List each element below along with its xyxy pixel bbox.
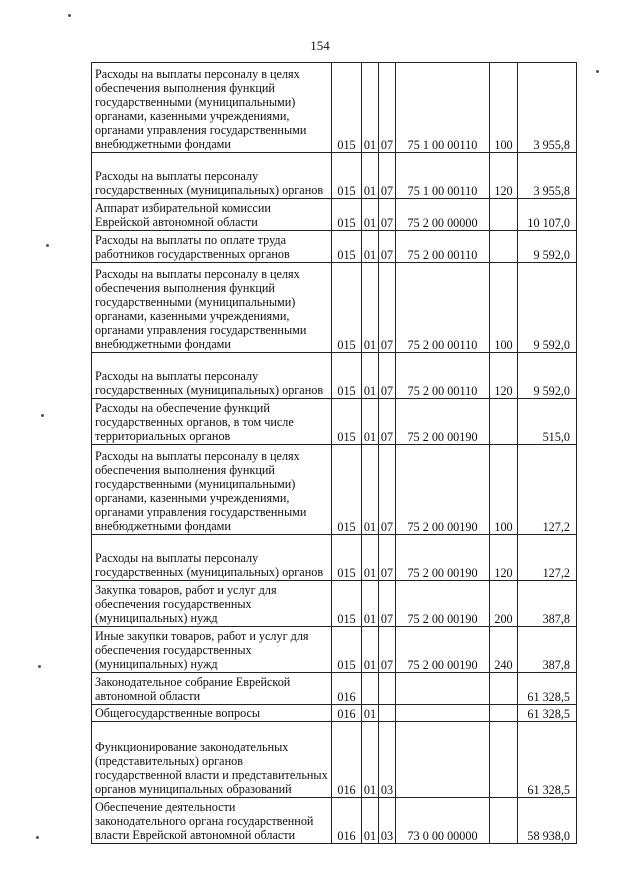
- margin-mark: [36, 836, 39, 839]
- table-row: [92, 399, 577, 445]
- row-rz: 01: [362, 353, 379, 399]
- row-pr: [379, 673, 396, 705]
- row-csr: 75 2 00 00190: [396, 399, 490, 445]
- row-pr: 07: [379, 199, 396, 231]
- row-csr: 75 1 00 00110: [396, 63, 490, 153]
- row-sum: 58 938,0: [518, 798, 577, 844]
- row-gr: 016: [332, 673, 362, 705]
- row-pr: 03: [379, 798, 396, 844]
- table-row: [92, 199, 577, 231]
- row-pr: 07: [379, 627, 396, 673]
- budget-table: [91, 62, 577, 844]
- row-pr: 07: [379, 63, 396, 153]
- row-sum: 61 328,5: [518, 705, 577, 722]
- page-number: 154: [310, 38, 330, 53]
- row-sum: 515,0: [518, 399, 577, 445]
- row-vr: 120: [490, 153, 518, 199]
- row-rz: 01: [362, 263, 379, 353]
- table-row: [92, 673, 577, 705]
- row-name: Обеспечение деятельности законодательного органа государственной власти Еврейской автономной области: [92, 798, 332, 844]
- row-vr: 120: [490, 353, 518, 399]
- row-vr: 120: [490, 535, 518, 581]
- row-gr: 015: [332, 399, 362, 445]
- row-csr: 73 0 00 00000: [396, 798, 490, 844]
- row-name: Расходы на выплаты персоналу государственных (муниципальных) органов: [92, 353, 332, 399]
- row-gr: 016: [332, 722, 362, 798]
- margin-mark: [68, 14, 71, 17]
- row-name: Закупка товаров, работ и услуг для обеспечения государственных (муниципальных) нужд: [92, 581, 332, 627]
- row-pr: 07: [379, 263, 396, 353]
- row-csr: 75 1 00 00110: [396, 153, 490, 199]
- row-rz: 01: [362, 581, 379, 627]
- row-vr: [490, 199, 518, 231]
- row-sum: 3 955,8: [518, 63, 577, 153]
- row-rz: 01: [362, 722, 379, 798]
- row-rz: 01: [362, 399, 379, 445]
- row-csr: [396, 722, 490, 798]
- row-rz: [362, 673, 379, 705]
- row-csr: [396, 673, 490, 705]
- row-rz: 01: [362, 798, 379, 844]
- row-vr: [490, 231, 518, 263]
- row-sum: 61 328,5: [518, 722, 577, 798]
- row-gr: 015: [332, 353, 362, 399]
- row-rz: 01: [362, 63, 379, 153]
- row-csr: [396, 705, 490, 722]
- table-row: [92, 535, 577, 581]
- row-sum: 9 592,0: [518, 231, 577, 263]
- row-sum: 9 592,0: [518, 263, 577, 353]
- table-row: [92, 798, 577, 844]
- row-pr: 07: [379, 581, 396, 627]
- row-rz: 01: [362, 705, 379, 722]
- table-row: [92, 231, 577, 263]
- table-row: [92, 263, 577, 353]
- row-sum: 127,2: [518, 445, 577, 535]
- table-row: [92, 445, 577, 535]
- row-csr: 75 2 00 00190: [396, 627, 490, 673]
- row-name: Расходы на выплаты по оплате труда работников государственных органов: [92, 231, 332, 263]
- row-name: Функционирование законодательных (представительных) органов государственной власти и представительных органов муниципальных образований: [92, 722, 332, 798]
- row-gr: 016: [332, 705, 362, 722]
- table-row: [92, 153, 577, 199]
- row-sum: 9 592,0: [518, 353, 577, 399]
- row-sum: 61 328,5: [518, 673, 577, 705]
- row-sum: 10 107,0: [518, 199, 577, 231]
- row-name: Расходы на выплаты персоналу в целях обеспечения выполнения функций государственными (муниципальными) органами, казенными учреждениями, органами управления государственными внебюджетными фондами: [92, 263, 332, 353]
- row-name: Расходы на обеспечение функций государственных органов, в том числе территориальных органов: [92, 399, 332, 445]
- row-gr: 015: [332, 63, 362, 153]
- row-vr: [490, 705, 518, 722]
- row-pr: 07: [379, 353, 396, 399]
- row-rz: 01: [362, 445, 379, 535]
- row-vr: 100: [490, 263, 518, 353]
- row-name: Расходы на выплаты персоналу государственных (муниципальных) органов: [92, 153, 332, 199]
- row-gr: 015: [332, 627, 362, 673]
- row-vr: 200: [490, 581, 518, 627]
- table-row: [92, 705, 577, 722]
- row-rz: 01: [362, 199, 379, 231]
- table-row: [92, 63, 577, 153]
- row-gr: 015: [332, 199, 362, 231]
- row-sum: 3 955,8: [518, 153, 577, 199]
- row-name: Общегосударственные вопросы: [92, 705, 332, 722]
- row-gr: 015: [332, 231, 362, 263]
- row-gr: 015: [332, 581, 362, 627]
- row-gr: 015: [332, 153, 362, 199]
- row-pr: 07: [379, 535, 396, 581]
- row-rz: 01: [362, 627, 379, 673]
- table-row: [92, 353, 577, 399]
- row-vr: 100: [490, 445, 518, 535]
- row-gr: 016: [332, 798, 362, 844]
- row-rz: 01: [362, 535, 379, 581]
- margin-mark: [38, 665, 41, 668]
- row-pr: 07: [379, 399, 396, 445]
- row-vr: [490, 798, 518, 844]
- row-pr: 07: [379, 231, 396, 263]
- table-row: [92, 627, 577, 673]
- row-csr: 75 2 00 00000: [396, 199, 490, 231]
- row-name: Расходы на выплаты персоналу государственных (муниципальных) органов: [92, 535, 332, 581]
- row-sum: 387,8: [518, 627, 577, 673]
- row-csr: 75 2 00 00110: [396, 353, 490, 399]
- row-pr: 03: [379, 722, 396, 798]
- row-pr: 07: [379, 445, 396, 535]
- row-name: Иные закупки товаров, работ и услуг для обеспечения государственных (муниципальных) нужд: [92, 627, 332, 673]
- row-vr: 240: [490, 627, 518, 673]
- row-csr: 75 2 00 00190: [396, 581, 490, 627]
- table-row: [92, 581, 577, 627]
- row-name: Законодательное собрание Еврейской автономной области: [92, 673, 332, 705]
- row-csr: 75 2 00 00190: [396, 445, 490, 535]
- row-vr: [490, 722, 518, 798]
- row-rz: 01: [362, 153, 379, 199]
- row-rz: 01: [362, 231, 379, 263]
- row-sum: 127,2: [518, 535, 577, 581]
- row-gr: 015: [332, 263, 362, 353]
- row-name: Расходы на выплаты персоналу в целях обеспечения выполнения функций государственными (муниципальными) органами, казенными учреждениями, органами управления государственными внебюджетными фондами: [92, 63, 332, 153]
- row-sum: 387,8: [518, 581, 577, 627]
- row-gr: 015: [332, 535, 362, 581]
- row-pr: [379, 705, 396, 722]
- row-vr: [490, 399, 518, 445]
- row-vr: [490, 673, 518, 705]
- row-gr: 015: [332, 445, 362, 535]
- margin-mark: [41, 414, 44, 417]
- margin-mark: [46, 244, 49, 247]
- margin-mark: [596, 70, 599, 73]
- table-row: [92, 722, 577, 798]
- row-csr: 75 2 00 00110: [396, 263, 490, 353]
- row-vr: 100: [490, 63, 518, 153]
- row-name: Расходы на выплаты персоналу в целях обеспечения выполнения функций государственными (муниципальными) органами, казенными учреждениями, органами управления государственными внебюджетными фондами: [92, 445, 332, 535]
- row-name: Аппарат избирательной комиссии Еврейской автономной области: [92, 199, 332, 231]
- row-csr: 75 2 00 00190: [396, 535, 490, 581]
- row-csr: 75 2 00 00110: [396, 231, 490, 263]
- row-pr: 07: [379, 153, 396, 199]
